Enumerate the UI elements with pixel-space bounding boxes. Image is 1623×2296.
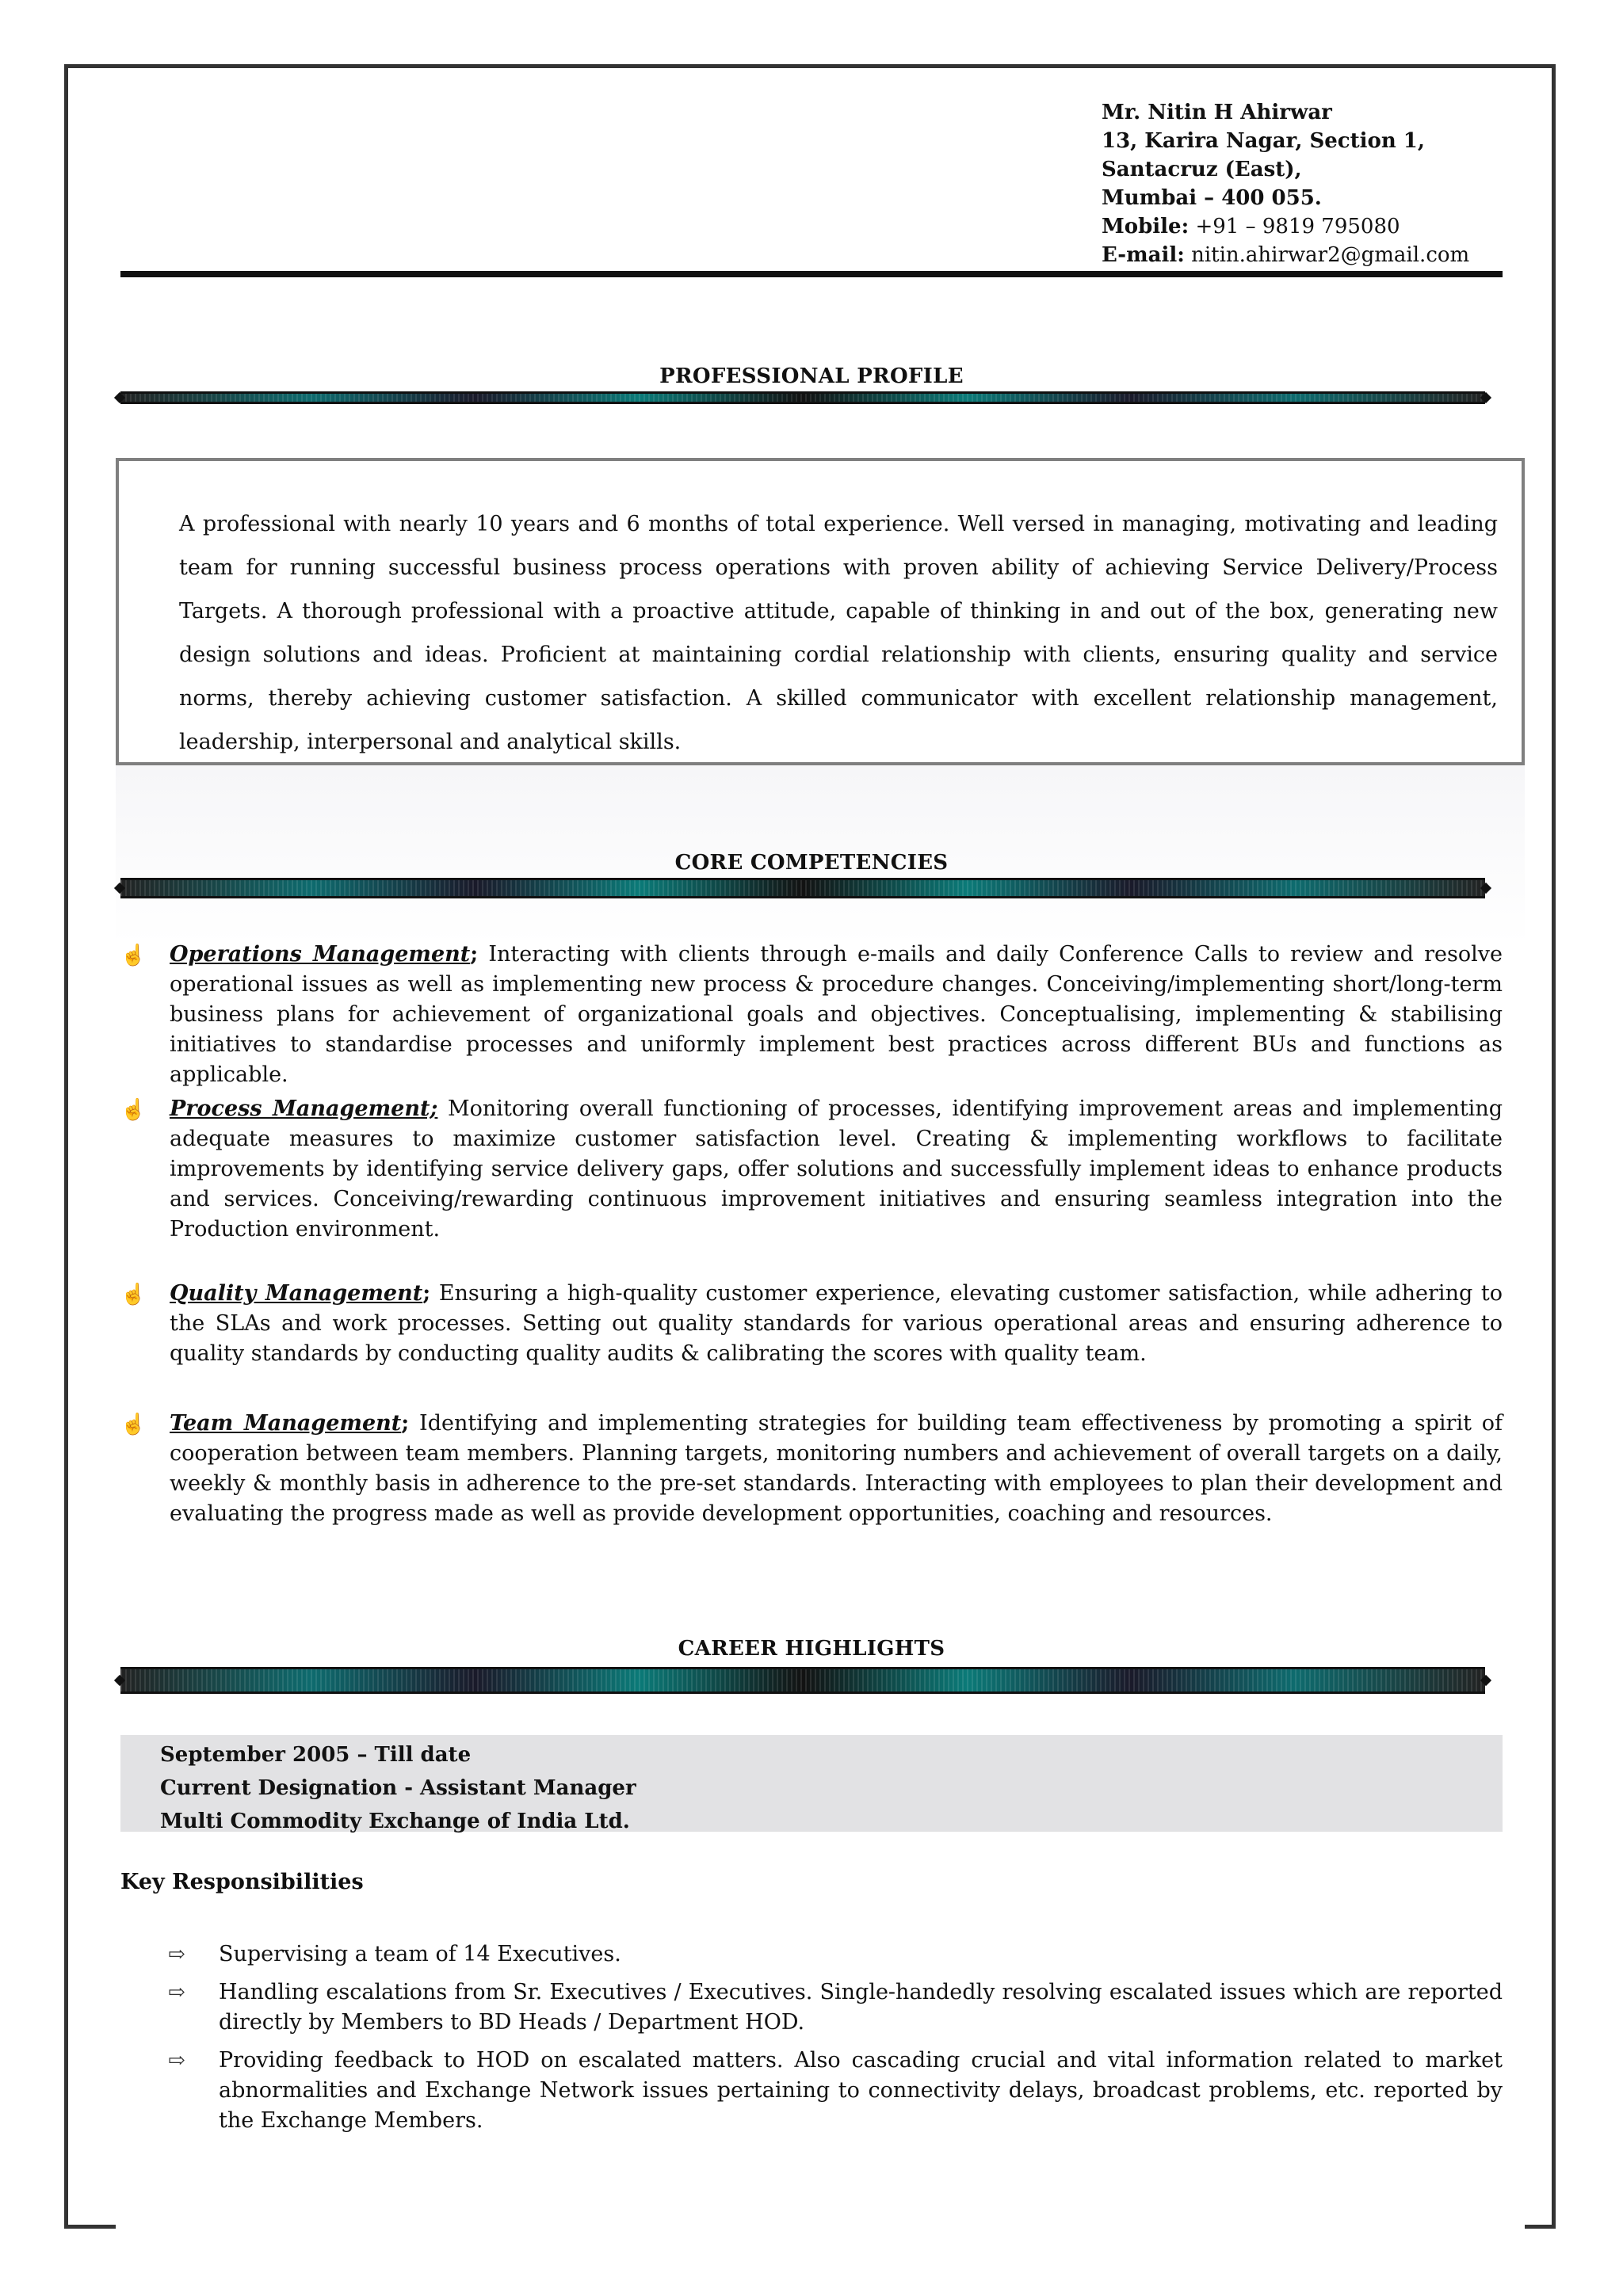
- contact-address-line3: Mumbai – 400 055.: [1102, 186, 1322, 210]
- competency-description: Monitoring overall functioning of processes, identifying improvement areas and implementing adequate measures to maximize customer satisfaction level. Creating & implementing workflows to facilitate improvements by identifying service delivery gaps, offer solutions and successfully implement ideas to enhance products and services. Conceiving/rewarding continuous improvement initiatives and ensuring seamless integration into the Production environment.: [170, 1097, 1503, 1241]
- competency-term: Process Management;: [170, 1097, 438, 1121]
- key-responsibilities-title: Key Responsibilities: [120, 1870, 364, 1894]
- position-company: Multi Commodity Exchange of India Ltd.: [160, 1810, 630, 1833]
- competency-team: [120, 1409, 1503, 1529]
- pointing-hand-icon: ☝: [120, 1413, 147, 1436]
- profile-summary-box: [116, 458, 1525, 765]
- responsibility-item: [168, 2046, 1503, 2136]
- competency-description: Ensuring a high-quality customer experience, elevating customer satisfaction, while adhering to the SLAs and work processes. Setting out quality standards for various operational areas and ensuring adherence to quality standards by conducting quality audits & calibrating the scores with quality team.: [170, 1281, 1503, 1366]
- position-designation: Current Designation - Assistant Manager: [160, 1776, 636, 1800]
- career-heading: CAREER HIGHLIGHTS: [678, 1637, 945, 1661]
- contact-address-line2: Santacruz (East),: [1102, 158, 1302, 181]
- profile-heading-band: [120, 391, 1485, 404]
- arrow-right-icon: ⇨: [168, 1981, 185, 2004]
- responsibility-text: Supervising a team of 14 Executives.: [219, 1942, 621, 1966]
- contact-email-row: [1102, 241, 1529, 269]
- pointing-hand-icon: ☝: [120, 1098, 147, 1122]
- responsibility-text: Handling escalations from Sr. Executives / Executives. Single-handedly resolving escalated issues which are reported directly by Members to BD Heads / Department HOD.: [219, 1980, 1503, 2035]
- arrow-right-icon: ⇨: [168, 1943, 185, 1966]
- contact-mobile-row: [1102, 212, 1529, 241]
- arrow-right-icon: ⇨: [168, 2049, 185, 2073]
- competency-separator: ;: [401, 1411, 410, 1436]
- position-period: September 2005 – Till date: [160, 1743, 472, 1767]
- contact-address-line1: 13, Karira Nagar, Section 1,: [1102, 129, 1425, 153]
- competency-separator: ;: [470, 942, 479, 967]
- pointing-hand-icon: ☝: [120, 1283, 147, 1306]
- competency-process: [120, 1094, 1503, 1245]
- email-label: E-mail:: [1102, 243, 1185, 267]
- responsibility-text: Providing feedback to HOD on escalated matters. Also cascading crucial and vital information related to market abnormalities and Exchange Network issues pertaining to connectivity delays, broadcast problems, etc. reported by the Exchange Members.: [219, 2048, 1503, 2133]
- current-position-box: [120, 1735, 1503, 1832]
- contact-block: [1102, 98, 1529, 269]
- mobile-label: Mobile:: [1102, 215, 1190, 238]
- responsibility-item: [168, 1939, 1503, 1970]
- competency-operations: [120, 940, 1503, 1090]
- email-value[interactable]: nitin.ahirwar2@gmail.com: [1191, 243, 1470, 267]
- contact-name: Mr. Nitin H Ahirwar: [1102, 101, 1332, 124]
- competency-term: Operations Management: [170, 942, 471, 967]
- competency-quality: [120, 1279, 1503, 1369]
- profile-summary-text: A professional with nearly 10 years and 6 months of total experience. Well versed in managing, motivating and leading team for running successful business process operations with proven ability of achieving Service Delivery/Process Targets. A thorough professional with a proactive attitude, capable of thinking in and out of the box, generating new design solutions and ideas. Proficient at maintaining cordial relationship with clients, ensuring quality and service norms, thereby achieving customer satisfaction. A skilled communicator with excellent relationship management, leadership, interpersonal and analytical skills.: [179, 512, 1498, 754]
- competency-separator: ;: [422, 1281, 431, 1306]
- competencies-heading-band: [120, 878, 1485, 898]
- competency-description: Interacting with clients through e-mails and daily Conference Calls to review and resolve operational issues as well as implementing new process & procedure changes. Conceiving/implementing short/long-term business plans for achievement of organizational goals and objectives. Conceptualising, implementing & stabilising initiatives to standardise processes and uniformly implement best practices across different BUs and functions as applicable.: [170, 942, 1503, 1087]
- responsibility-item: [168, 1978, 1503, 2038]
- pointing-hand-icon: ☝: [120, 944, 147, 967]
- competency-term: Team Management: [170, 1411, 402, 1436]
- competency-description: Identifying and implementing strategies for building team effectiveness by promoting a spirit of cooperation between team members. Planning targets, monitoring numbers and achievement of overall targets on a daily, weekly & monthly basis in adherence to the pre-set standards. Interacting with employees to plan their development and evaluating the progress made as well as provide development opportunities, coaching and resources.: [170, 1411, 1503, 1526]
- competency-term: Quality Management: [170, 1281, 423, 1306]
- profile-heading: PROFESSIONAL PROFILE: [659, 364, 964, 388]
- competencies-heading: CORE COMPETENCIES: [674, 851, 949, 875]
- header-divider: [120, 271, 1503, 277]
- mobile-value: +91 – 9819 795080: [1195, 215, 1400, 238]
- career-heading-band: [120, 1667, 1485, 1694]
